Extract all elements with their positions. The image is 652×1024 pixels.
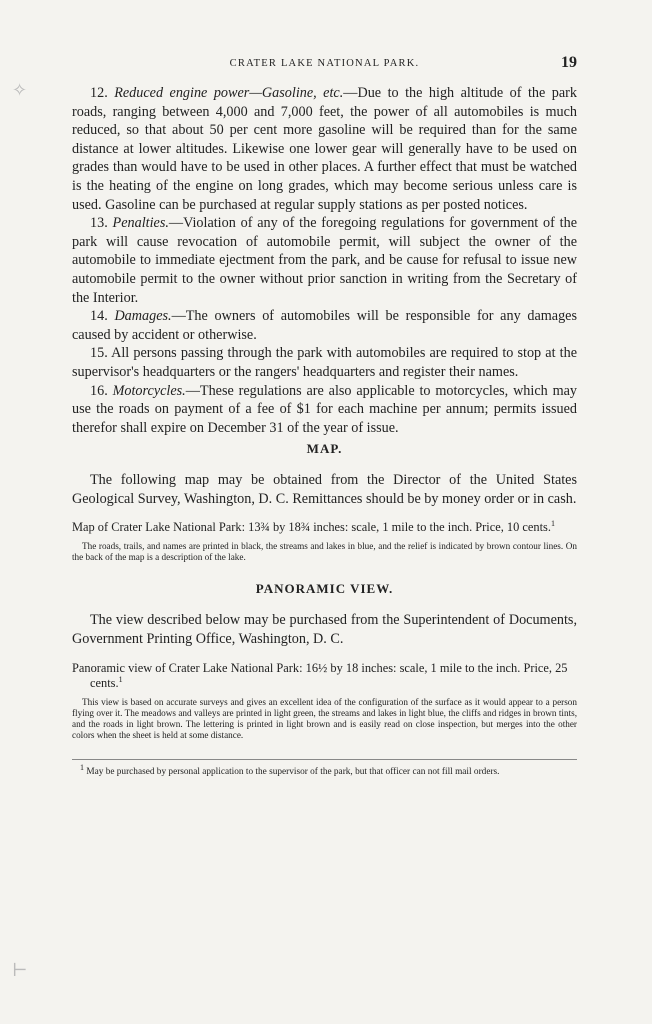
paragraph-text: —Due to the high altitude of the park roads, ranging between 4,000 and 7,000 feet, the power of all automobiles is much reduced, so that about 50 per cent more gasoline will be required than for the same distance at lower altitudes. Likewise one lower gear will generally have to be used on grades than would have to be used in other places. A further effect that must be watched is the heating of the engine on long grades, which may become serious unless care is used. Gasoline can be purchased at regular supply stations as per posted notices. xyxy=(72,85,577,213)
map-entry xyxy=(72,520,577,535)
margin-mark: ✧ xyxy=(12,80,28,100)
panoramic-intro: The view described below may be purchased from the Superintendent of Documents, Government Printing Office, Washington, D. C. xyxy=(72,612,577,648)
paragraph-13 xyxy=(72,214,577,307)
paragraph-number: 14. xyxy=(90,308,108,325)
footnote-ref: 1 xyxy=(118,674,123,684)
paragraph-title: Damages. xyxy=(114,308,172,325)
paragraph-title: Reduced engine power—Gasoline, etc. xyxy=(114,85,344,101)
footnote xyxy=(72,762,577,778)
regulations-body xyxy=(72,84,577,437)
paragraph-text: —Violation of any of the foregoing regulations for government of the park will cause revocation of automobile permit, will subject the owner of the automobile to immediate ejectment from the park, and be cause for refusal to issue new automobile permit to the owner without prior sanction in writing from the Secretary of the Interior. xyxy=(72,215,577,306)
paragraph-number: 12. xyxy=(90,85,108,101)
paragraph-15 xyxy=(72,344,577,381)
paragraph-number: 13. xyxy=(90,215,108,232)
footnote-text: May be purchased by personal application to the supervisor of the park, but that officer can not fill mail orders. xyxy=(84,766,500,777)
paragraph-number: 16. xyxy=(90,382,108,399)
footnote-ref: 1 xyxy=(550,519,555,529)
footnote-divider xyxy=(72,759,577,760)
paragraph-text: All persons passing through the park with automobiles are required to stop at the supervisor's headquarters or the rangers' headquarters and register their names. xyxy=(72,345,577,380)
running-title: CRATER LAKE NATIONAL PARK. xyxy=(229,58,420,69)
paragraph-14 xyxy=(72,307,577,344)
panoramic-note: This view is based on accurate surveys and gives an excellent idea of the configuration of the surface as it would appear to a person flying over it. The meadows and valleys are printed in light green, the streams and lakes in light blue, the cliffs and ridges in brown tints, and the roads in light brown. The lettering is printed in light brown and is easily read on close inspection, but merges into the other colors when the sheet is held at some distance. xyxy=(72,696,577,740)
paragraph-text: —These regulations are also applicable to motorcycles, which may use the roads on payment of a fee of $1 for each machine per annum; permits issued therefor shall expire on December 31 of the year of issue. xyxy=(72,382,578,436)
running-head xyxy=(72,54,577,76)
paragraph-number: 15. xyxy=(90,345,108,362)
page-number: 19 xyxy=(561,54,577,71)
paragraph-title: Motorcycles. xyxy=(112,382,186,399)
paragraph-12 xyxy=(72,84,577,214)
map-entry-text: Map of Crater Lake National Park: 13¾ by 18¾ inches: scale, 1 mile to the inch. Price, 10 cents. xyxy=(72,520,551,535)
panoramic-entry xyxy=(72,661,577,691)
margin-mark: ⊢ xyxy=(12,960,28,980)
panoramic-entry-text: Panoramic view of Crater Lake National Park: 16½ by 18 inches: scale, 1 mile to the inch. Price, 25 cents. xyxy=(72,660,568,690)
map-heading: MAP. xyxy=(306,441,343,457)
paragraph-16 xyxy=(72,382,577,438)
panoramic-heading: PANORAMIC VIEW. xyxy=(255,581,394,597)
map-note: The roads, trails, and names are printed in black, the streams and lakes in blue, and the relief is indicated by brown contour lines. On the back of the map is a description of the lake. xyxy=(72,541,577,563)
footnote-marker: 1 xyxy=(80,762,84,772)
map-intro: The following map may be obtained from the Director of the United States Geological Survey, Washington, D. C. Remittances should be by money order or in cash. xyxy=(72,472,577,507)
paragraph-title: Penalties. xyxy=(112,215,169,232)
document-page xyxy=(72,54,577,778)
paragraph-text: —The owners of automobiles will be responsible for any damages caused by accident or otherwise. xyxy=(72,308,577,343)
